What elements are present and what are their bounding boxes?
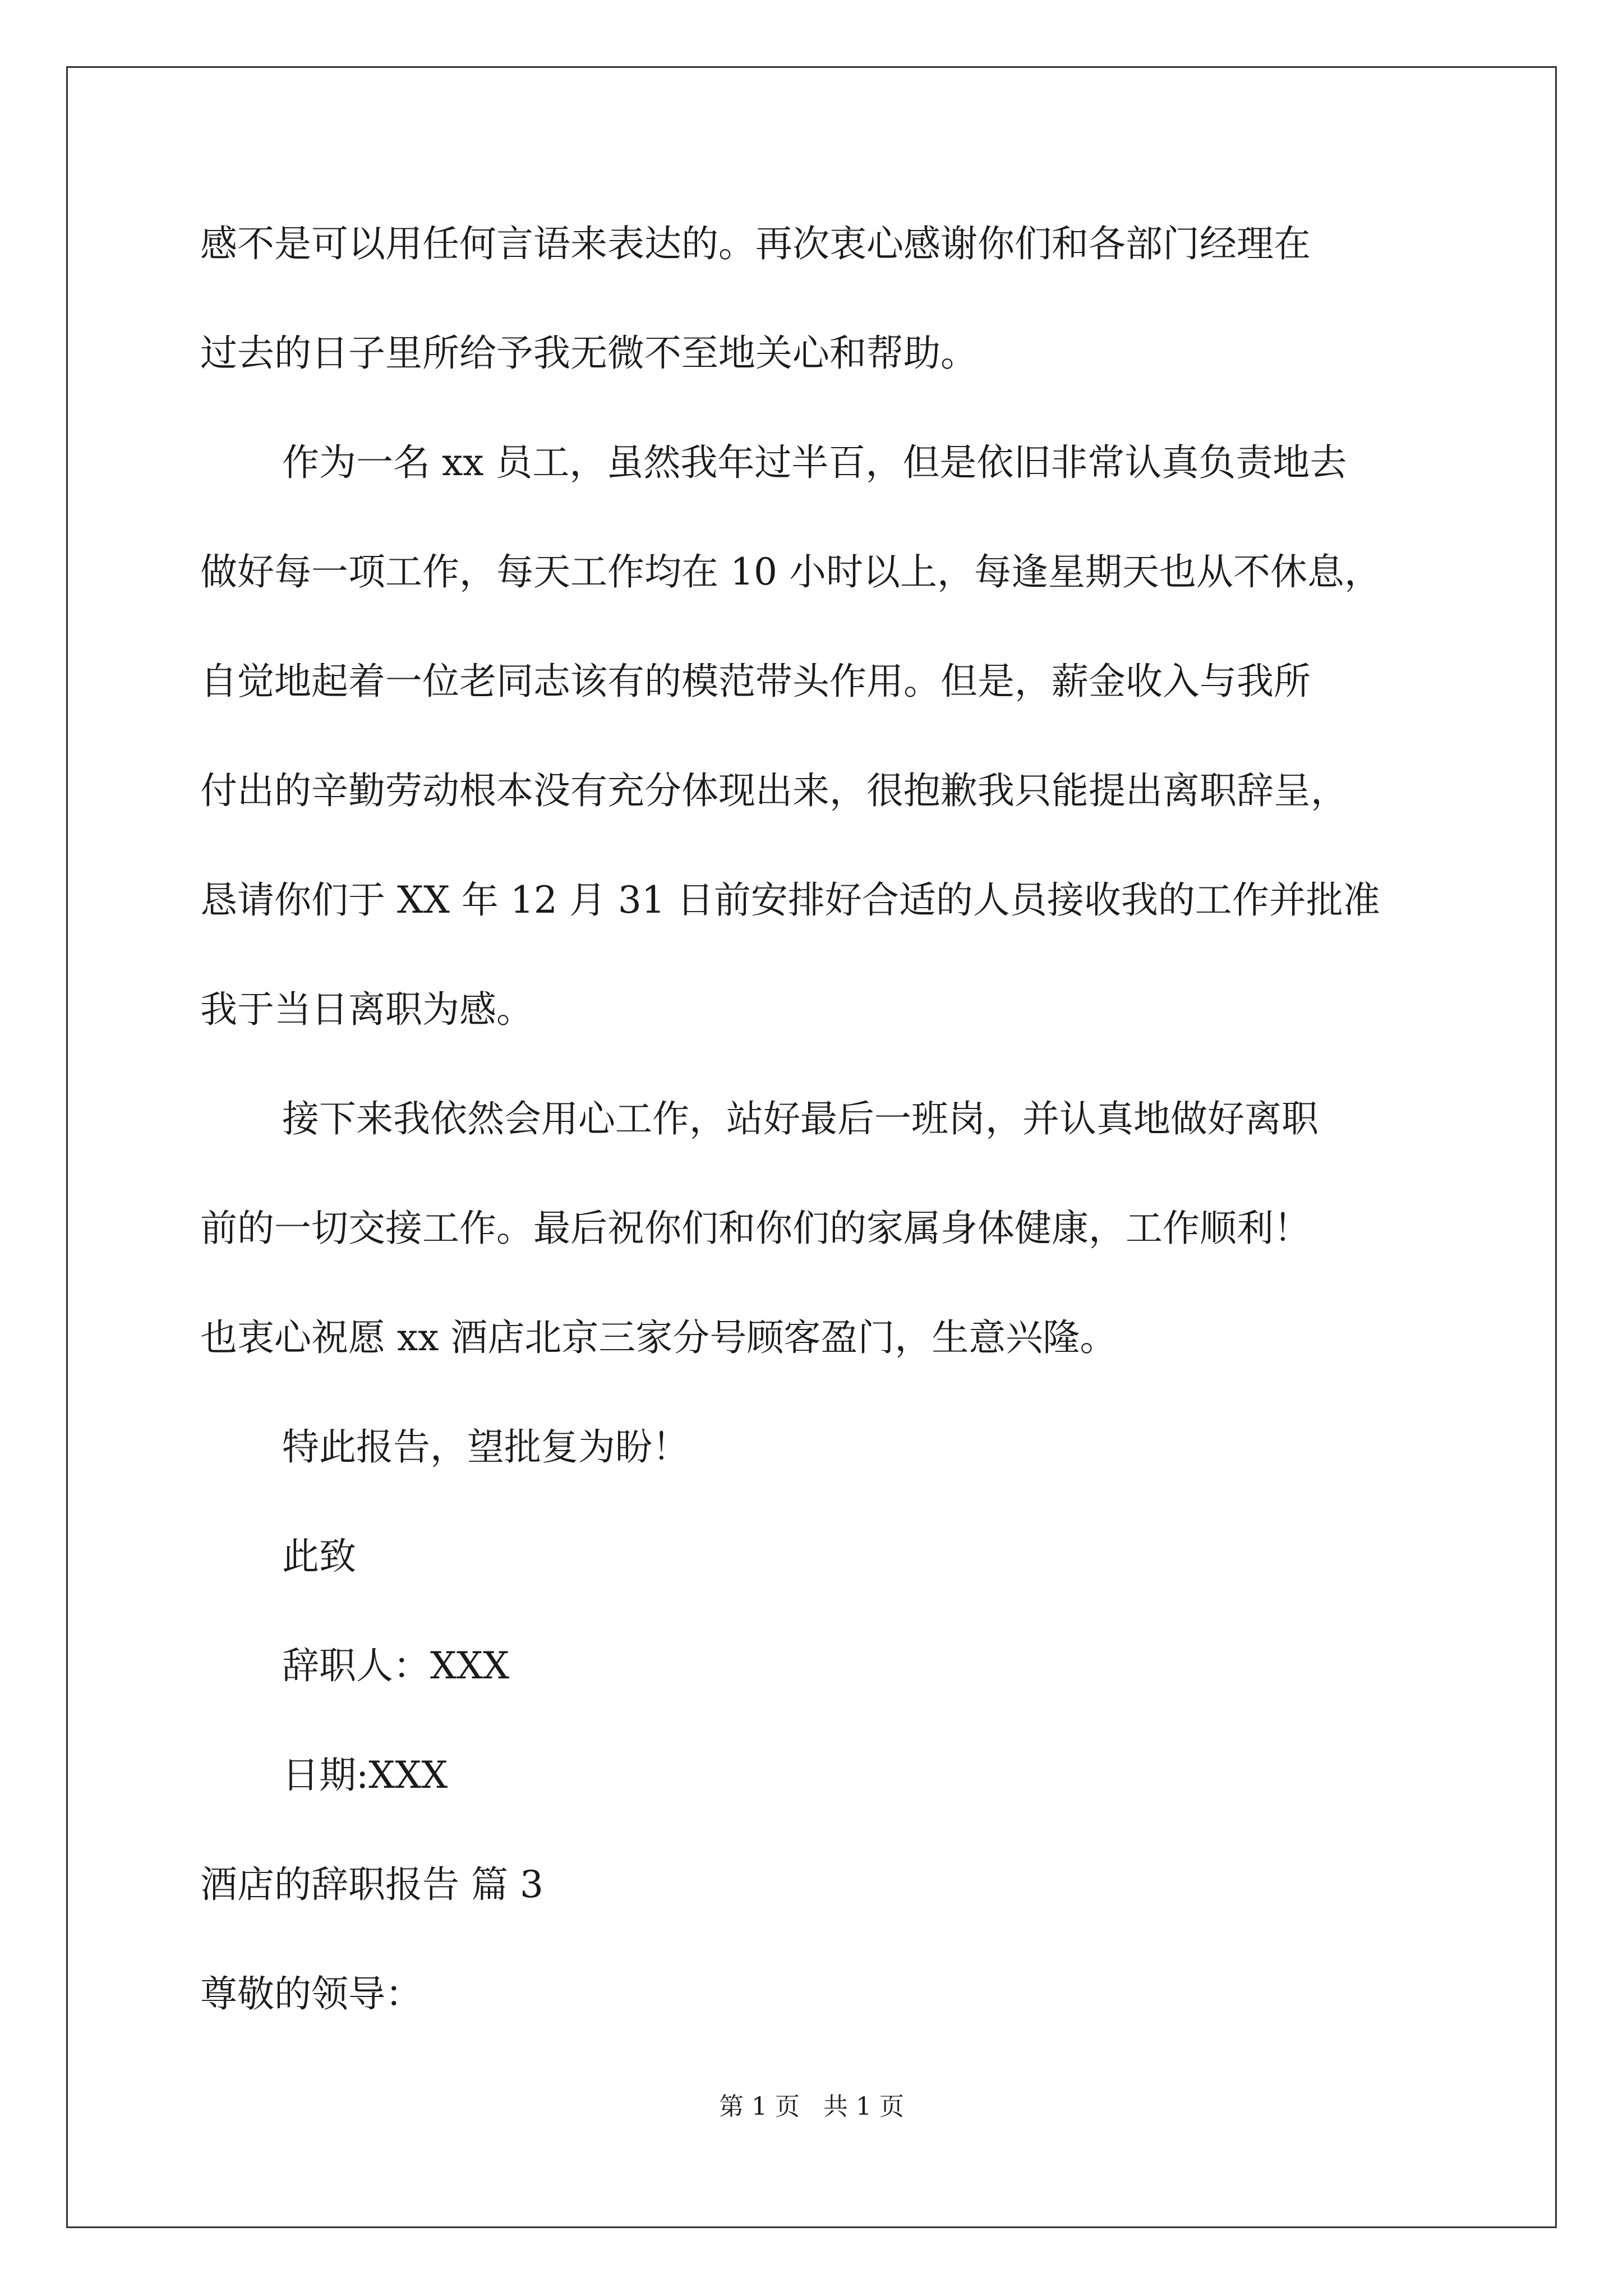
paragraph-line: 前的一切交接工作。最后祝你们和你们的家属身体健康，工作顺利！ <box>200 1207 1311 1250</box>
paragraph-line: 恳请你们于 XX 年 12 月 31 日前安排好合适的人员接收我的工作并批准 <box>200 878 1380 922</box>
paragraph-line: 付出的辛勤劳动根本没有充分体现出来，很抱歉我只能提出离职辞呈， <box>200 769 1348 812</box>
paragraph-line: 我于当日离职为感。 <box>200 988 533 1031</box>
paragraph-line: 过去的日子里所给予我无微不至地关心和帮助。 <box>200 332 978 375</box>
report-note: 特此报告，望批复为盼！ <box>282 1425 689 1469</box>
paragraph-line: 也衷心祝愿 xx 酒店北京三家分号顾客盈门，生意兴隆。 <box>200 1316 1117 1359</box>
page-footer: 第 1 页 共 1 页 <box>719 2092 904 2121</box>
paragraph-line: 自觉地起着一位老同志该有的模范带头作用。但是，薪金收入与我所 <box>200 660 1311 703</box>
paragraph-line: 作为一名 xx 员工，虽然我年过半百，但是依旧非常认真负责地去 <box>282 441 1347 484</box>
paragraph-line: 做好每一项工作，每天工作均在 10 小时以上，每逢星期天也从不休息， <box>200 550 1381 593</box>
resigner-signature: 辞职人：XXX <box>282 1644 509 1687</box>
greeting: 尊敬的领导： <box>200 1972 422 2016</box>
signature-date: 日期:XXX <box>282 1754 448 1797</box>
salutation: 此致 <box>282 1535 356 1578</box>
paragraph-line: 接下来我依然会用心工作，站好最后一班岗，并认真地做好离职 <box>282 1097 1318 1140</box>
section-title: 酒店的辞职报告 篇 3 <box>200 1863 543 1906</box>
paragraph-line: 感不是可以用任何言语来表达的。再次衷心感谢你们和各部门经理在 <box>200 222 1311 265</box>
